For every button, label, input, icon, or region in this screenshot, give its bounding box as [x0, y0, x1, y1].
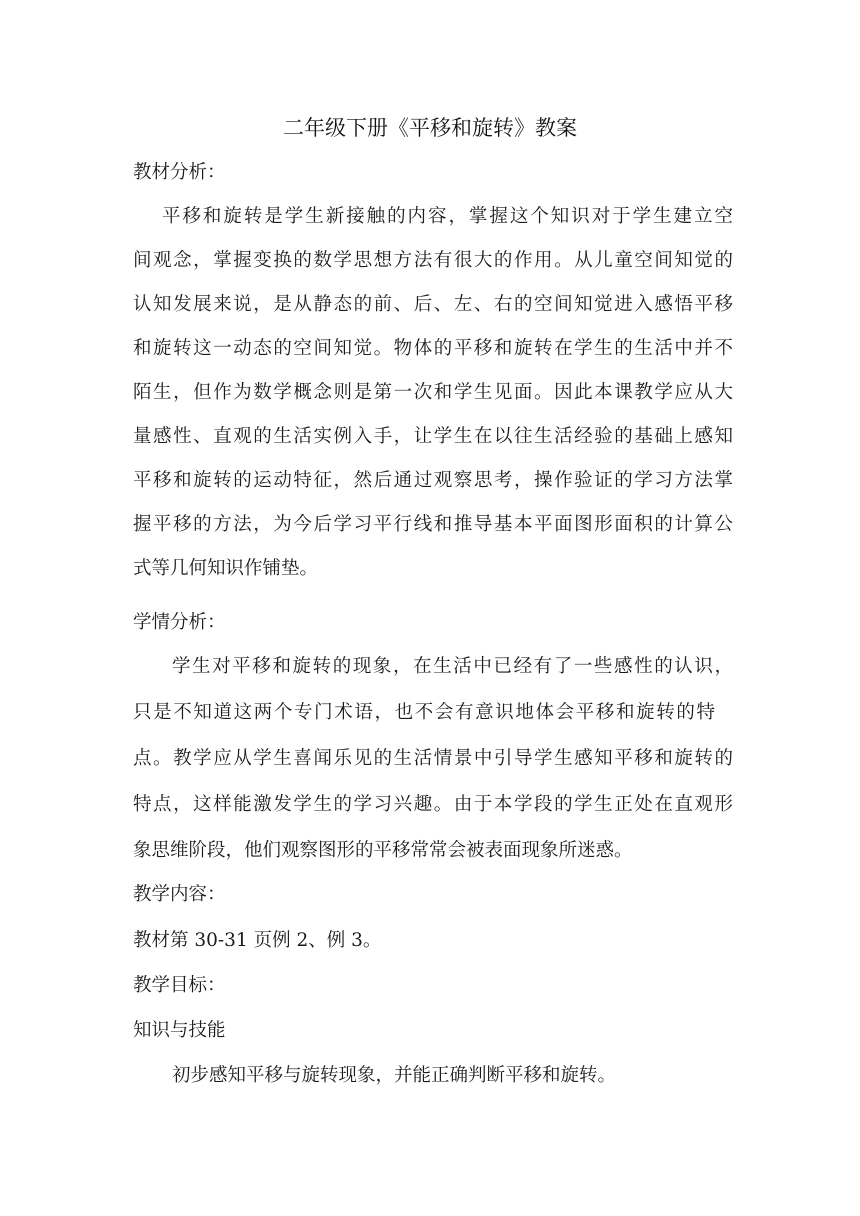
paragraph-line: 学生对平移和旋转的现象，在生活中已经有了一些感性的认识，	[172, 656, 733, 677]
paragraph-line: 握平移的方法，为今后学习平行线和推导基本平面图形面积的计算公	[133, 514, 733, 535]
paragraph-line: 只是不知道这两个专门术语，也不会有意识地体会平移和旋转的特	[133, 702, 715, 723]
paragraph-line: 陌生，但作为数学概念则是第一次和学生见面。因此本课教学应从大	[133, 382, 733, 403]
paragraph-line: 初步感知平移与旋转现象，并能正确判断平移和旋转。	[172, 1065, 617, 1086]
paragraph-line: 间观念，掌握变换的数学思想方法有很大的作用。从儿童空间知觉的	[133, 250, 733, 271]
paragraph-line: 象思维阶段，他们观察图形的平移常常会被表面现象所迷惑。	[133, 840, 633, 861]
section-heading-teaching-goals: 教学目标：	[133, 975, 226, 996]
section-heading-textbook-analysis: 教材分析：	[133, 162, 226, 183]
paragraph-line: 和旋转这一动态的空间知觉。物体的平移和旋转在学生的生活中并不	[133, 338, 733, 359]
paragraph-line: 点。教学应从学生喜闻乐见的生活情景中引导学生感知平移和旋转的	[133, 748, 733, 769]
paragraph-line: 量感性、直观的生活实例入手，让学生在以往生活经验的基础上感知	[133, 426, 733, 447]
paragraph-line: 教材第 30-31 页例 2、例 3。	[133, 930, 382, 951]
paragraph-line: 平移和旋转的运动特征，然后通过观察思考，操作验证的学习方法掌	[133, 470, 733, 491]
paragraph-line: 认知发展来说，是从静态的前、后、左、右的空间知觉进入感悟平移	[133, 294, 733, 315]
section-heading-student-analysis: 学情分析：	[133, 612, 226, 633]
paragraph-line: 平移和旋转是学生新接触的内容，掌握这个知识对于学生建立空	[162, 206, 733, 227]
document-title: 二年级下册《平移和旋转》教案	[283, 116, 577, 140]
subsection-heading-knowledge-skills: 知识与技能	[133, 1020, 226, 1041]
section-heading-teaching-content: 教学内容：	[133, 884, 226, 905]
paragraph-line: 式等几何知识作铺垫。	[133, 558, 319, 579]
paragraph-line: 特点，这样能激发学生的学习兴趣。由于本学段的学生正处在直观形	[133, 794, 733, 815]
